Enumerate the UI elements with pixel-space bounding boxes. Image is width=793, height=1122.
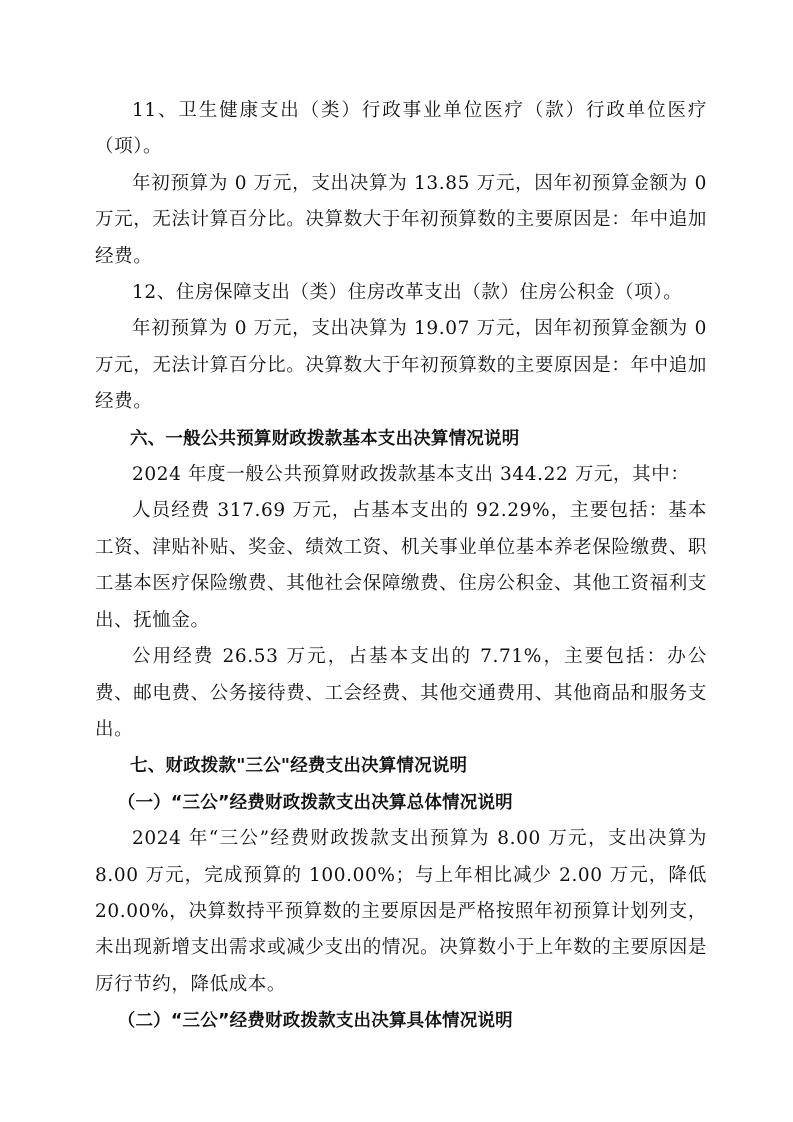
item-12-body: 年初预算为 0 万元，支出决算为 19.07 万元，因年初预算金额为 0 万元，无法计算百分比。决算数大于年初预算数的主要原因是：年中追加经费。 [95,318,707,413]
section-7-1-heading: （一）“三公”经费财政拨款支出决算总体情况说明 [117,792,513,813]
section-6-heading: 六、一般公共预算财政拨款基本支出决算情况说明 [130,428,520,449]
section-6-intro: 2024 年度一般公共预算财政拨款基本支出 344.22 万元，其中： [132,464,690,486]
public-expense-paragraph: 公用经费 26.53 万元，占基本支出的 7.71%，主要包括：办公费、邮电费、公务接待费、工会经费、其他交通费用、其他商品和服务支出。 [95,646,707,740]
section-7-heading: 七、财政拨款"三公"经费支出决算情况说明 [130,756,468,777]
item-11-title: 11、卫生健康支出（类）行政事业单位医疗（款）行政单位医疗（项）。 [95,100,707,158]
three-public-expense-summary: 2024 年“三公”经费财政拨款支出预算为 8.00 万元，支出决算为 8.00 万元，完成预算的 100.00%；与上年相比减少 2.00 万元，降低 20.00%，决算数持平预算数的主要原因是严格按照年初预算计划列支，未出现新增支出需求或减少支出的情况。决算数小于上年数的主要原因是厉行节约，降低成本。 [95,828,707,995]
section-7-2-heading: （二）“三公”经费财政拨款支出决算具体情况说明 [117,1011,513,1032]
document-page [95,93,707,1040]
personnel-expense-paragraph: 人员经费 317.69 万元，占基本支出的 92.29%，主要包括：基本工资、津贴补贴、奖金、绩效工资、机关事业单位基本养老保险缴费、职工基本医疗保险缴费、其他社会保障缴费、住房公积金、其他工资福利支出、抚恤金。 [95,500,707,631]
item-12-title: 12、住房保障支出（类）住房改革支出（款）住房公积金（项）。 [132,282,683,304]
item-11-body: 年初预算为 0 万元，支出决算为 13.85 万元，因年初预算金额为 0 万元，无法计算百分比。决算数大于年初预算数的主要原因是：年中追加经费。 [95,172,707,267]
